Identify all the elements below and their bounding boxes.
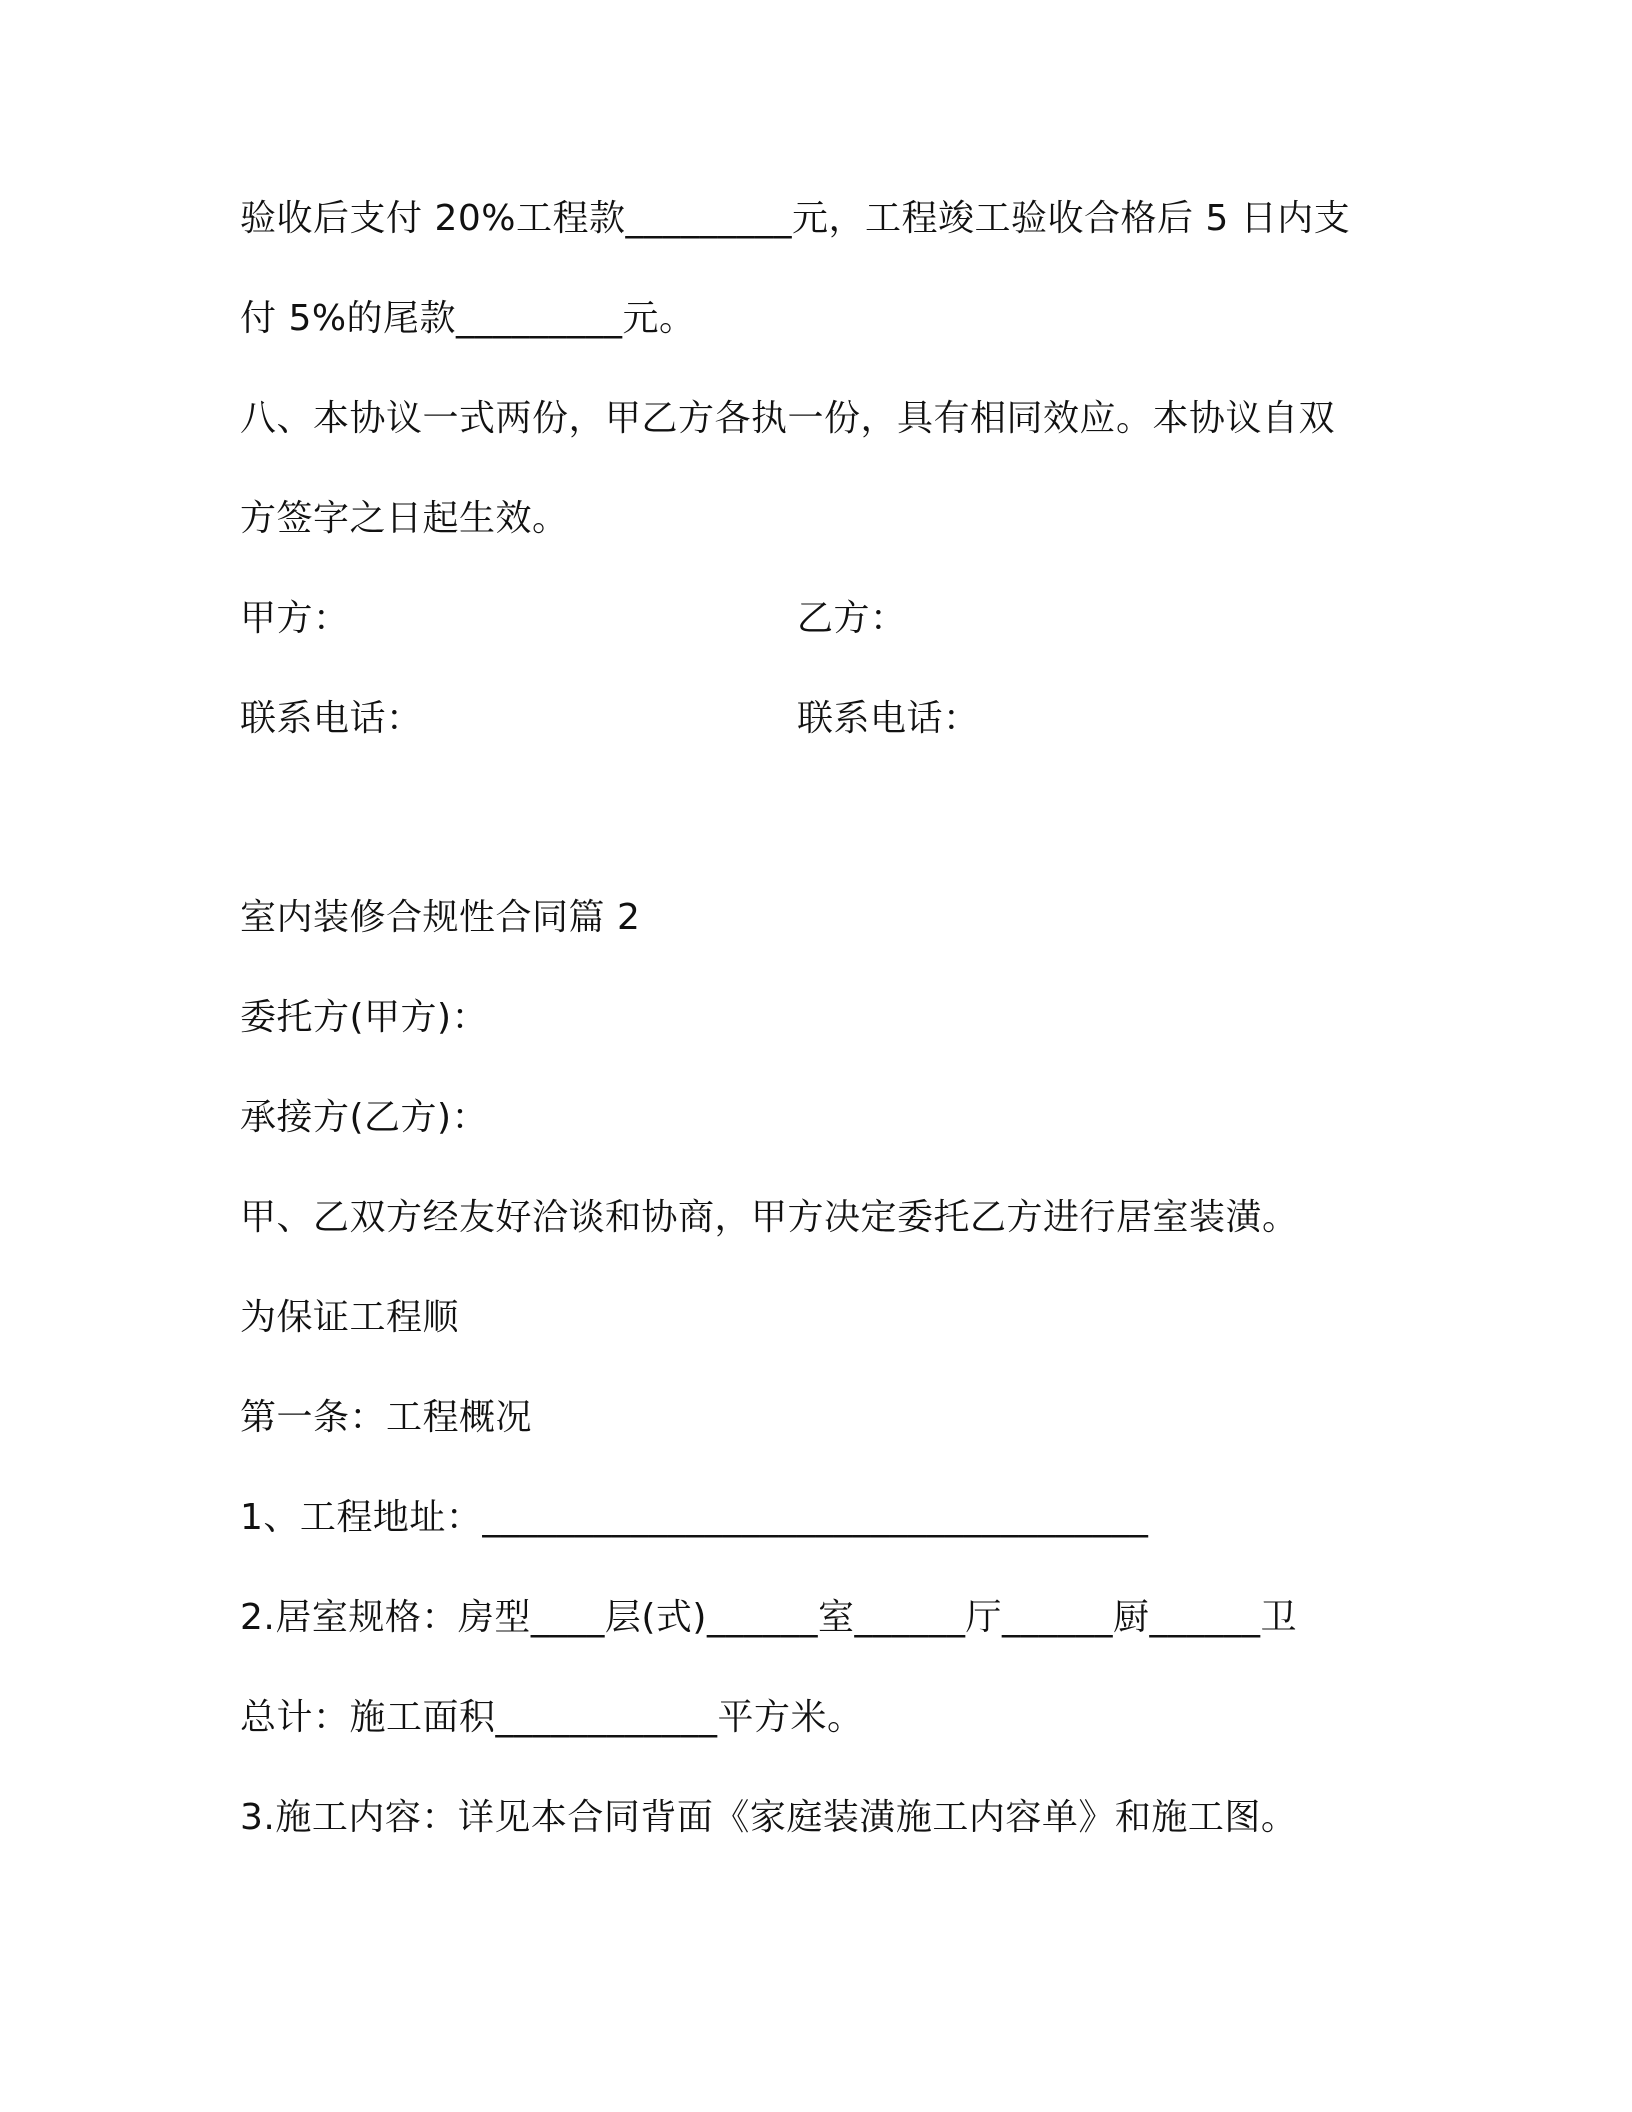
article-one-heading: 第一条：工程概况 (240, 1397, 533, 1438)
clause-eight-line-2: 方签字之日起生效。 (240, 498, 569, 539)
party-a-label: 甲方： (240, 598, 350, 639)
phone-a-label: 联系电话： (240, 698, 423, 739)
room-spec-line: 2.居室规格：房型____层(式)______室______厅______厨______卫 (240, 1597, 1297, 1638)
phone-b-label: 联系电话： (797, 698, 980, 739)
contract-2-title: 室内装修合规性合同篇 2 (240, 897, 641, 938)
payment-terms-line-2: 付 5%的尾款_________元。 (240, 298, 696, 339)
intro-continuation: 为保证工程顺 (240, 1297, 460, 1338)
payment-terms-line-1: 验收后支付 20%工程款_________元，工程竣工验收合格后 5 日内支 (240, 198, 1351, 239)
total-area-line: 总计：施工面积____________平方米。 (240, 1697, 864, 1738)
project-address-line: 1、工程地址：____________________________________ (240, 1497, 1149, 1538)
intro-paragraph: 甲、乙双方经友好洽谈和协商，甲方决定委托乙方进行居室装潢。 (240, 1197, 1299, 1238)
client-party-label: 委托方(甲方)： (240, 997, 489, 1038)
party-b-label: 乙方： (797, 598, 907, 639)
construction-content-line: 3.施工内容：详见本合同背面《家庭装潢施工内容单》和施工图。 (240, 1797, 1298, 1838)
clause-eight-line-1: 八、本协议一式两份，甲乙方各执一份，具有相同效应。本协议自双 (240, 398, 1336, 439)
contractor-party-label: 承接方(乙方)： (240, 1097, 489, 1138)
